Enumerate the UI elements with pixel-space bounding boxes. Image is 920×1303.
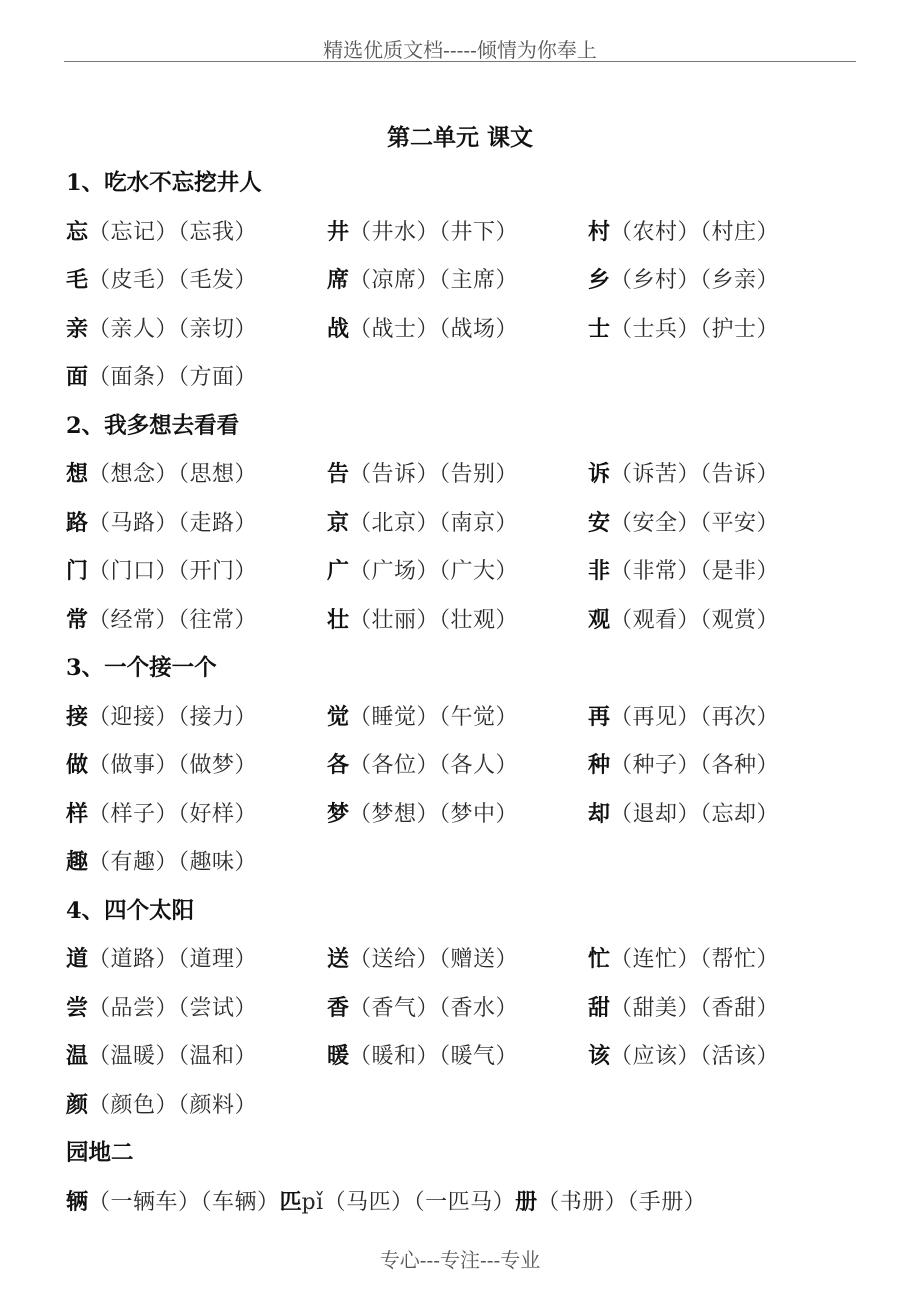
word-row (66, 211, 856, 260)
character: 辆 (66, 1188, 89, 1215)
word-entry (66, 356, 257, 399)
word-entry (327, 550, 518, 593)
word-examples: （北京）（南京） (349, 510, 519, 536)
word-entry (327, 696, 518, 739)
lesson-heading: 3、一个接一个 (66, 655, 217, 681)
character: 毛 (66, 267, 89, 293)
page-footer: 专心---专注---专业 (379, 1248, 541, 1272)
word-entry (327, 211, 518, 254)
word-examples: （送给）（赠送） (349, 947, 519, 972)
word-entry (588, 453, 779, 496)
word-examples: （士兵）（护士） (610, 316, 780, 342)
word-row (66, 453, 856, 502)
word-examples: （凉席）（主席） (349, 268, 519, 293)
character: 却 (588, 800, 611, 827)
word-examples: （想念）（思想） (88, 462, 258, 487)
vocabulary-list (66, 162, 856, 1229)
character: 梦 (327, 800, 350, 827)
word-examples: （战士）（战场） (349, 316, 519, 342)
character: 常 (66, 606, 89, 633)
word-row (66, 1084, 856, 1133)
character: 温 (66, 1043, 89, 1069)
character: 村 (588, 218, 611, 245)
character: 士 (588, 315, 611, 342)
word-entry (66, 502, 257, 545)
character: 种 (588, 752, 611, 778)
character: 观 (588, 606, 611, 633)
word-entry (327, 259, 518, 302)
word-row (66, 550, 856, 599)
word-entry (588, 938, 779, 981)
word-examples: pǐ（马匹）（一匹马） (301, 1189, 516, 1215)
word-examples: （忘记）（忘我） (88, 219, 258, 245)
word-entry (66, 793, 257, 836)
word-entry (66, 453, 257, 496)
word-examples: （各位）（各人） (349, 753, 519, 778)
word-examples: （有趣）（趣味） (88, 850, 258, 875)
word-examples: （应该）（活该） (610, 1044, 780, 1069)
word-examples: （一辆车）（车辆） (88, 1189, 280, 1215)
word-examples: （梦想）（梦中） (349, 801, 519, 827)
word-examples: （经常）（往常） (88, 607, 258, 633)
word-entry (327, 938, 518, 981)
word-entry (66, 1035, 257, 1078)
page-header: 精选优质文档-----倾情为你奉上 (323, 38, 597, 62)
word-entry (588, 502, 779, 545)
word-entry (327, 502, 518, 545)
character: 甜 (588, 994, 611, 1021)
character: 做 (66, 752, 89, 778)
word-examples: （农村）（村庄） (610, 219, 780, 245)
word-entry (66, 938, 257, 981)
word-entry (588, 744, 779, 787)
word-examples: （甜美）（香甜） (610, 995, 780, 1021)
word-row (66, 308, 856, 357)
word-examples: （书册）（手册） (537, 1189, 707, 1215)
word-entry (588, 599, 779, 642)
character: 门 (66, 558, 89, 584)
character: 颜 (66, 1091, 89, 1118)
word-row (66, 938, 856, 987)
character: 战 (327, 315, 350, 342)
character: 井 (327, 218, 350, 245)
character: 忘 (66, 218, 89, 245)
lesson-heading: 园地二 (66, 1140, 134, 1166)
word-row (66, 841, 856, 890)
character: 席 (327, 267, 350, 293)
character: 趣 (66, 849, 89, 875)
word-examples: （退却）（忘却） (610, 801, 780, 827)
word-examples: （井水）（井下） (349, 219, 519, 245)
word-examples: （皮毛）（毛发） (88, 268, 258, 293)
word-examples: （乡村）（乡亲） (610, 268, 780, 293)
character: 道 (66, 946, 89, 972)
word-row (66, 987, 856, 1036)
word-entry (588, 308, 779, 351)
word-row (66, 502, 856, 551)
word-examples: （连忙）（帮忙） (610, 947, 780, 972)
word-examples: （亲人）（亲切） (88, 316, 258, 342)
word-row (66, 793, 856, 842)
character: 样 (66, 800, 89, 827)
character: 非 (588, 558, 611, 584)
word-examples: （种子）（各种） (610, 753, 780, 778)
word-examples: （面条）（方面） (88, 365, 258, 390)
word-row (66, 356, 856, 405)
word-examples: （颜色）（颜料） (88, 1092, 258, 1118)
word-entry (66, 211, 257, 254)
lesson-heading: 1、吃水不忘挖井人 (66, 170, 262, 196)
word-examples: （品尝）（尝试） (88, 995, 258, 1021)
character: 想 (66, 461, 89, 487)
word-row (66, 744, 856, 793)
word-examples: （香气）（香水） (349, 995, 519, 1021)
character: 广 (327, 558, 350, 584)
character: 壮 (327, 606, 350, 633)
word-entry (327, 599, 518, 642)
word-examples: （迎接）（接力） (88, 704, 258, 730)
character: 该 (588, 1043, 611, 1069)
character: 诉 (588, 461, 611, 487)
page-title: 第二单元 课文 (386, 124, 533, 151)
word-examples: （温暖）（温和） (88, 1044, 258, 1069)
character: 觉 (327, 703, 350, 730)
word-row (66, 696, 856, 745)
character: 告 (327, 461, 350, 487)
lesson-heading: 4、四个太阳 (66, 897, 195, 924)
word-row (66, 259, 856, 308)
word-entry (588, 211, 779, 254)
word-entry (327, 987, 518, 1030)
word-examples: （诉苦）（告诉） (610, 462, 780, 487)
word-entry (588, 987, 779, 1030)
word-entry (588, 550, 779, 593)
word-entry (588, 696, 779, 739)
character: 暖 (327, 1043, 350, 1069)
character: 忙 (588, 946, 611, 972)
word-examples: （告诉）（告别） (349, 462, 519, 487)
word-entry (66, 1084, 257, 1127)
word-examples: （壮丽）（壮观） (349, 607, 519, 633)
word-examples: （安全）（平安） (610, 510, 780, 536)
character: 京 (327, 509, 350, 536)
word-entry (588, 793, 779, 836)
word-examples: （做事）（做梦） (88, 753, 258, 778)
word-examples: （马路）（走路） (88, 510, 258, 536)
word-row (66, 1181, 856, 1230)
character: 乡 (588, 267, 611, 293)
word-entry (66, 696, 257, 739)
word-entry (66, 841, 257, 884)
word-examples: （门口）（开门） (88, 559, 258, 584)
word-examples: （观看）（观赏） (610, 607, 780, 633)
word-entry (327, 453, 518, 496)
character: 各 (327, 752, 350, 778)
word-row (66, 599, 856, 648)
character: 再 (588, 703, 611, 730)
word-row (66, 1035, 856, 1084)
word-entry (588, 1035, 779, 1078)
header-divider (64, 61, 856, 62)
character: 匹 (279, 1188, 302, 1215)
word-entry (66, 550, 257, 593)
character: 路 (66, 509, 89, 536)
character: 尝 (66, 994, 89, 1021)
character: 面 (66, 364, 89, 390)
character: 香 (327, 994, 350, 1021)
word-entry (327, 744, 518, 787)
character: 亲 (66, 315, 89, 342)
word-examples: （道路）（道理） (88, 947, 258, 972)
word-entry (66, 599, 257, 642)
word-examples: （广场）（广大） (349, 559, 519, 584)
character: 安 (588, 509, 611, 536)
character: 册 (515, 1188, 538, 1215)
word-entry (66, 259, 257, 302)
word-examples: （样子）（好样） (88, 801, 258, 827)
word-entry (327, 793, 518, 836)
character: 接 (66, 703, 89, 730)
word-entry (327, 308, 518, 351)
word-examples: （暖和）（暖气） (349, 1044, 519, 1069)
word-entry (66, 744, 257, 787)
word-entry (66, 987, 257, 1030)
word-entry (327, 1035, 518, 1078)
character: 送 (327, 946, 350, 972)
word-entry (66, 308, 257, 351)
word-examples: （再见）（再次） (610, 704, 780, 730)
word-examples: （睡觉）（午觉） (349, 704, 519, 730)
word-examples: （非常）（是非） (610, 559, 780, 584)
word-entry (588, 259, 779, 302)
lesson-heading: 2、我多想去看看 (66, 412, 240, 439)
